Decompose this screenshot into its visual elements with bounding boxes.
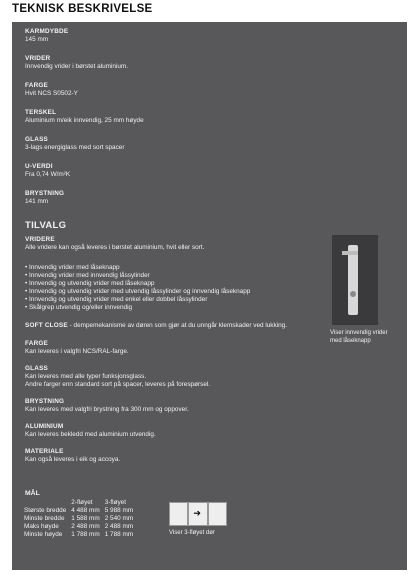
spec-value: 141 mm [25, 198, 49, 205]
list-item: • Innvendig og utvendig vrider med enkel eller dobbel låssylinder [25, 296, 208, 303]
soft-close-block [25, 322, 325, 330]
spec-label: TERSKEL [25, 109, 57, 116]
dimensions-table [23, 499, 137, 539]
option-text: Kan også leveres i eik og accoya. [25, 456, 121, 463]
spec-value: Hvit NCS S0502-Y [25, 90, 78, 97]
page-title: TEKNISK BESKRIVELSE [12, 3, 153, 15]
table-header: 2-fløyet [71, 499, 93, 506]
handle-image-caption: Viser innvendig vrider med låseknapp [330, 330, 388, 344]
table-cell: 2 488 mm [71, 523, 100, 530]
table-cell: 2 488 mm [104, 523, 134, 530]
table-header: 3-fløyet [104, 499, 127, 506]
three-leaf-door-diagram [169, 502, 227, 526]
option-text: Kan leveres bekledd med aluminium utvendig. [25, 431, 156, 438]
option-label: FARGE [25, 340, 49, 347]
handle-image [332, 235, 378, 325]
table-cell: Største bredde [24, 507, 67, 514]
table-row [23, 523, 137, 531]
option-text: Kan leveres i valgfri NCS/RAL-farge. [25, 348, 129, 355]
vridere-text: Alle vridere kan også leveres i børstet aluminium, hvit eller sort. [25, 244, 205, 251]
list-item: • Innvendig vrider med innvendig låssylinder [25, 272, 150, 279]
spec-item [25, 136, 285, 152]
option-label: BRYSTNING [25, 398, 65, 405]
list-item: • Innvendig og utvendig vrider med låseknapp [25, 280, 155, 287]
spec-item [25, 28, 285, 44]
table-cell: 4 488 mm [71, 507, 100, 514]
table-cell: 2 540 mm [104, 515, 134, 522]
spec-item [25, 109, 285, 125]
table-cell: Minste bredde [24, 515, 65, 522]
option-label: MATERIALE [25, 448, 64, 455]
tilvalg-title: TILVALG [25, 220, 67, 231]
door-leaf [208, 502, 227, 526]
door-leaf [169, 502, 188, 526]
option-label: ALUMINIUM [25, 423, 64, 430]
option-block-farge [25, 340, 335, 356]
soft-close-label: SOFT CLOSE [25, 322, 68, 329]
option-label: GLASS [25, 365, 49, 372]
table-row [23, 507, 137, 515]
option-block-glass [25, 365, 335, 389]
lock-knob-shape [350, 291, 356, 297]
option-block-brystning [25, 398, 335, 414]
spec-label: U-VERDI [25, 163, 53, 170]
list-item: • Skålgrep utvendig og/eller innvendig [25, 304, 133, 311]
spec-item [25, 163, 285, 179]
spec-label: KARMDYBDE [25, 28, 69, 35]
handle-plate-shape [348, 245, 358, 315]
vridere-label: VRIDERE [25, 236, 55, 243]
spec-value: 3-lags energiglass med sort spacer [25, 144, 125, 151]
soft-close-text: - dempemekanisme av døren som gjør at du unngår klemskader ved lukking. [67, 322, 287, 329]
spec-label: FARGE [25, 82, 49, 89]
option-block-materiale [25, 448, 335, 464]
spec-label: GLASS [25, 136, 49, 143]
option-text: Andre farger enn standard sort på spacer, leveres på forespørsel. [25, 381, 211, 388]
list-item: • Innvendig og utvendig vrider med utvendig låssylinder og innvendig låseknapp [25, 288, 251, 295]
header [0, 0, 419, 22]
door-leaf [188, 502, 207, 526]
spec-value: 145 mm [25, 36, 49, 43]
table-row [23, 531, 137, 539]
option-text: Kan leveres med alle typer funksjonsglass. [25, 373, 147, 380]
mal-title: MÅL [25, 490, 40, 497]
table-cell: 1 588 mm [71, 515, 100, 522]
spec-item [25, 82, 285, 98]
vridere-block [25, 236, 335, 252]
spec-label: BRYSTNING [25, 190, 65, 197]
spec-value: Fra 0,74 W/m²K [25, 171, 71, 178]
table-cell: 1 788 mm [104, 531, 134, 538]
spec-panel [12, 22, 407, 570]
table-cell: Maks høyde [24, 523, 59, 530]
vridere-options [25, 264, 335, 312]
spec-value: Innvendig vrider i børstet aluminium. [25, 63, 129, 70]
table-cell: 5 988 mm [104, 507, 134, 514]
arrow-right-icon: ➔ [193, 508, 201, 518]
handle-lever-shape [342, 251, 358, 255]
spec-value: Aluminium m/eik innvendig, 25 mm høyde [25, 117, 144, 124]
spec-label: VRIDER [25, 55, 51, 62]
table-row [23, 515, 137, 523]
table-cell: Minste høyde [24, 531, 63, 538]
spec-list [25, 28, 285, 217]
door-diagram-caption: Viser 3-fløyet dør [169, 530, 215, 536]
option-text: Kan leveres med valgfri brystning fra 300 mm og oppover. [25, 406, 189, 413]
option-block-aluminium [25, 423, 335, 439]
spec-item [25, 55, 285, 71]
table-header-row [23, 499, 137, 507]
table-header [23, 499, 70, 507]
list-item: • Innvendig vrider med låseknapp [25, 264, 120, 271]
table-cell: 1 788 mm [71, 531, 100, 538]
spec-item [25, 190, 285, 206]
